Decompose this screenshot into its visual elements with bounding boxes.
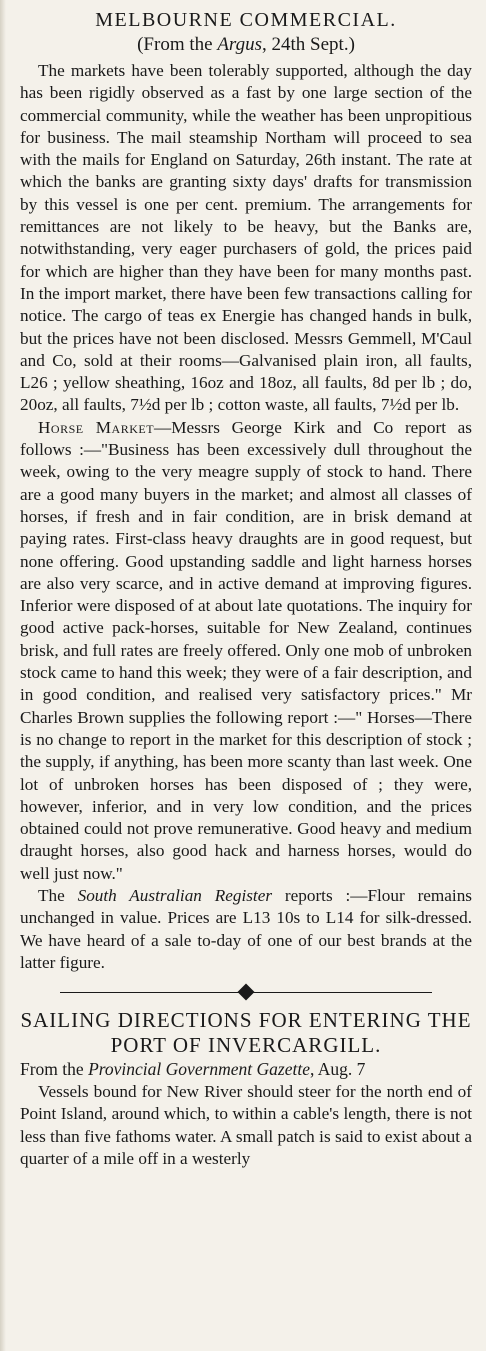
article-melbourne-commercial	[20, 8, 472, 974]
source-prefix: (From the	[137, 34, 218, 55]
source-paper: Provincial Government Gazette	[88, 1059, 310, 1080]
article-sailing-directions	[20, 1008, 472, 1170]
source-suffix: , Aug. 7	[310, 1059, 366, 1080]
flour-paper: South Australian Register	[77, 885, 273, 905]
paragraph-horse-market	[20, 417, 472, 885]
section-divider	[20, 982, 472, 1004]
article-source	[20, 1058, 472, 1081]
paragraph-flour	[20, 885, 472, 974]
paragraph-markets: The markets have been tolerably supported, although the day has been rigidly observed as a fast by one large section of the commercial community, while the weather has been unpropitious for business. The mail steamship Northam will proceed to sea with the mails for England on Saturday, 26th instant. The rate at which the banks are granting sixty days' drafts for transmission by this vessel is one per cent. premium. The arrangements for remittances are not likely to be heavy, but the Banks are, notwithstanding, very eager purchasers of gold, the prices paid for which are higher than they have been for many months past. In the import market, there have been few transactions calling for notice. The cargo of teas ex Energie has changed hands in bulk, but the prices have not been disclosed. Messrs Gemmell, M'Caul and Co, sold at their rooms—Galvanised plain iron, all faults, L26 ; yellow sheathing, 16oz and 18oz, all faults, 8d per lb ; do, 20oz, all faults, 7½d per lb ; cotton waste, all faults, 7½d per lb.	[20, 61, 472, 415]
horse-market-text: —Messrs George Kirk and Co report as follows :—"Business has been excessively dull throughout the week, owing to the very meagre supply of stock to hand. There are a good many buyers in the market; and almost all classes of horses, if fresh and in fair condition, are in brisk demand at paying rates. First-class heavy draughts are in good request, but none offering. Good upstanding saddle and light harness horses are also very scarce, and in active demand at improving figures. Inferior were disposed of at about late quotations. The inquiry for good active pack-horses, suitable for New Zealand, continues brisk, and full rates are freely offered. Only one mob of unbroken stock came to hand this week; they were of a fair description, and in good condition, and realised very satisfactory prices." Mr Charles Brown supplies the following report :—" Horses—There is no change to report in the market for this description of stock ; the supply, if anything, has been more scanty than last week. One lot of unbroken horses has been disposed of ; they were, however, inferior, and in very low condition, and the prices obtained could not prove remunerative. Good heavy and medium draught horses, also good hack and harness horses, would do well just now."	[20, 417, 472, 883]
source-paper: Argus	[217, 34, 263, 55]
article-heading: MELBOURNE COMMERCIAL.	[95, 9, 397, 31]
divider-diamond-icon	[238, 984, 255, 1001]
horse-market-label: Horse Market	[38, 417, 155, 437]
article-source	[20, 32, 472, 58]
article-heading: SAILING DIRECTIONS FOR ENTERING THE PORT OF INVERCARGILL.	[20, 1008, 472, 1058]
flour-prefix: The	[38, 885, 78, 905]
page-edge-shadow	[0, 0, 6, 1351]
source-prefix: From the	[20, 1059, 89, 1080]
source-suffix: , 24th Sept.)	[262, 34, 355, 55]
paragraph-sailing: Vessels bound for New River should steer for the north end of Point Island, around which, to within a cable's length, there is not less than five fathoms water. A small patch is said to exist about a quarter of a mile off in a westerly	[20, 1082, 472, 1169]
flour-text: reports :—Flour remains unchanged in value. Prices are L13 10s to L14 for silk-dressed. We have heard of a sale to-day of one of our best brands at the latter figure.	[20, 885, 472, 972]
